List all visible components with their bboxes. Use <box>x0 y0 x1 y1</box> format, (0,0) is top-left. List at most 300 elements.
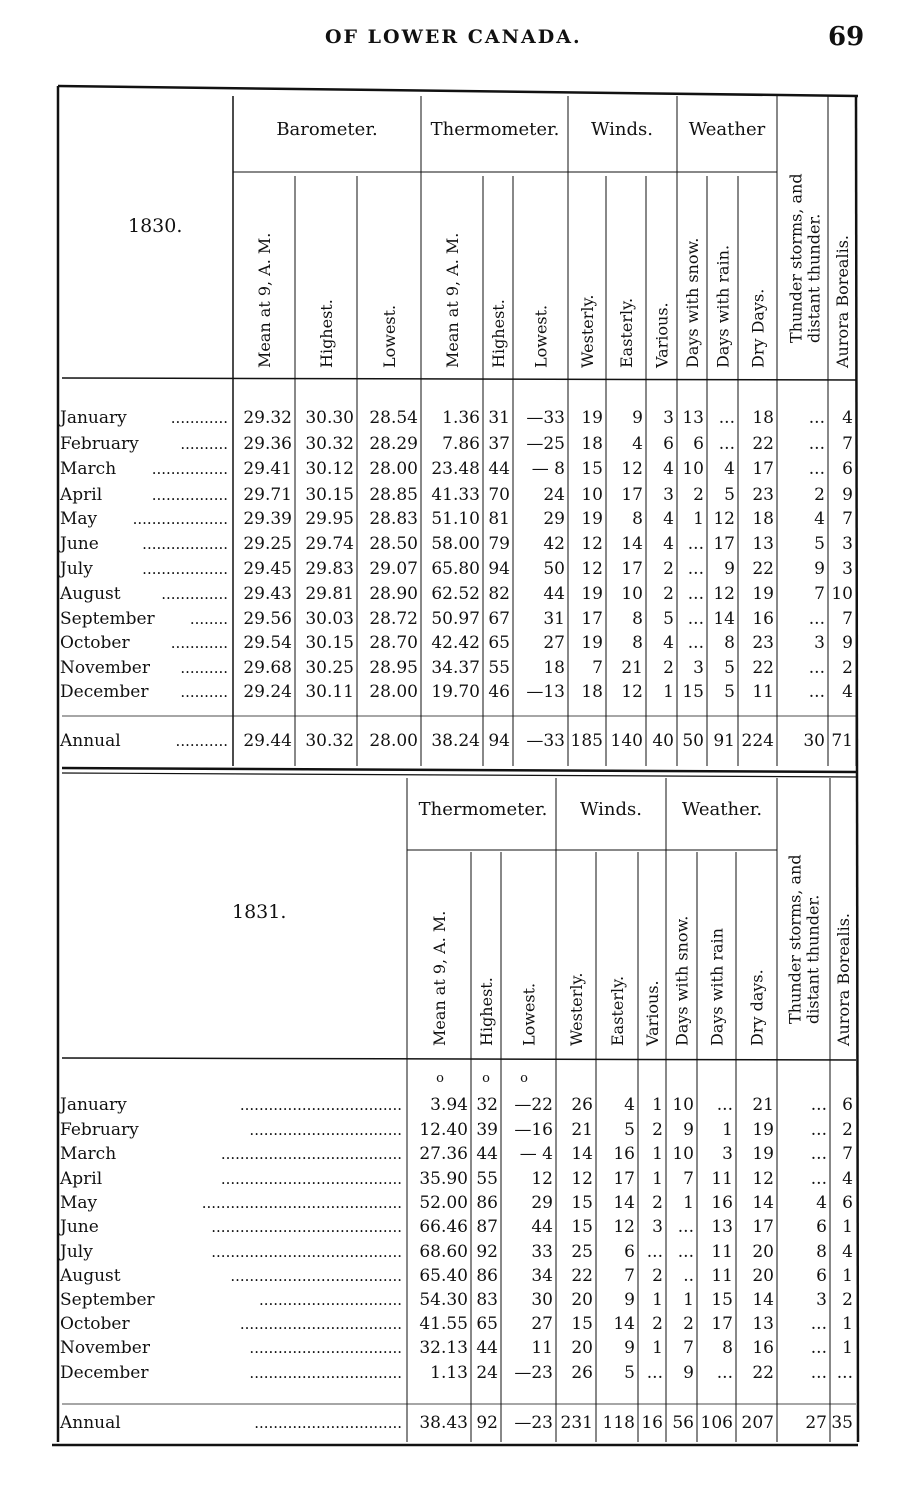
group-header-winds: Winds. <box>590 119 654 140</box>
table-cell: 33 <box>531 1242 553 1262</box>
table-cell: 3 <box>842 534 853 554</box>
table-row <box>60 682 853 702</box>
table-cell: 3 <box>693 658 704 678</box>
table-cell: 39 <box>476 1120 498 1140</box>
table-row <box>60 1338 853 1358</box>
table-cell: 34.37 <box>431 658 480 678</box>
leader-dots: ........ <box>189 610 228 628</box>
table-row <box>60 658 853 678</box>
table-cell: 21 <box>752 1095 774 1115</box>
table-cell: 3 <box>652 1217 663 1237</box>
table-row <box>59 1266 853 1286</box>
table-cell: 12 <box>621 459 643 479</box>
table-cell: 14 <box>621 534 643 554</box>
table-cell: 140 <box>610 731 643 751</box>
table-cell: 4 <box>842 408 853 428</box>
table-row <box>60 609 853 629</box>
table-cell: 20 <box>752 1242 774 1262</box>
table-cell: 1 <box>683 1290 694 1310</box>
table-cell: 11 <box>752 682 774 702</box>
table-cell: ... <box>646 1363 663 1383</box>
table-1830 <box>58 119 853 751</box>
table-cell: 12 <box>581 559 603 579</box>
column-header: Lowest. <box>519 982 539 1046</box>
table-cell: 7.86 <box>442 434 480 454</box>
table-cell: 13 <box>752 1314 774 1334</box>
table-cell: 12 <box>713 509 735 529</box>
table-cell: ... <box>810 1363 827 1383</box>
table-cell: 2 <box>663 658 674 678</box>
table-cell: 19 <box>752 584 774 604</box>
table-cell: 3 <box>814 633 825 653</box>
table-row <box>60 1290 853 1310</box>
table-cell: 17 <box>752 459 774 479</box>
table-cell: ... <box>716 1095 733 1115</box>
table-cell: 86 <box>476 1193 498 1213</box>
table-row <box>58 1217 853 1237</box>
table-cell: 12 <box>581 534 603 554</box>
table-cell: 17 <box>581 609 603 629</box>
table-row <box>60 459 853 479</box>
table-cell: ... <box>808 408 825 428</box>
table-cell: 1 <box>842 1217 853 1237</box>
leader-dots: ...................................... <box>220 1170 402 1188</box>
table-cell: 30.30 <box>305 408 354 428</box>
table-cell: 13 <box>752 534 774 554</box>
table-row <box>58 1095 853 1115</box>
leader-dots: .......... <box>180 659 228 677</box>
table-cell: 30.11 <box>305 682 354 702</box>
table-cell: 79 <box>488 534 510 554</box>
table-cell: 71 <box>831 731 853 751</box>
table-cell: 68.60 <box>419 1242 468 1262</box>
month-label: December <box>60 682 149 702</box>
leader-dots: .................. <box>142 535 228 553</box>
table-cell: 19 <box>581 584 603 604</box>
table-cell: 65.80 <box>431 559 480 579</box>
table-row <box>60 434 853 454</box>
leader-dots: ................................ <box>249 1364 402 1382</box>
table-cell: 37 <box>488 434 510 454</box>
table-cell: 65 <box>476 1314 498 1334</box>
table-cell: 9 <box>683 1363 694 1383</box>
table-cell: 91 <box>713 731 735 751</box>
table-cell: 15 <box>571 1314 593 1334</box>
month-label: July <box>60 1242 93 1262</box>
table-cell: 18 <box>543 658 565 678</box>
column-header: Mean at 9, A. M. <box>443 232 462 368</box>
table-cell: 12 <box>571 1169 593 1189</box>
table-cell: 42.42 <box>431 633 480 653</box>
month-label: August <box>60 584 121 604</box>
table-cell: 28.72 <box>369 609 418 629</box>
leader-dots: ............ <box>170 634 228 652</box>
table-1831 <box>58 799 853 1433</box>
table-cell: 30.03 <box>305 609 354 629</box>
table-row <box>60 509 853 529</box>
table-cell: 16 <box>613 1144 635 1164</box>
table-cell: 29.71 <box>243 485 292 505</box>
table-cell: 224 <box>741 731 774 751</box>
table-cell: 12 <box>752 1169 774 1189</box>
table-cell: 10 <box>682 459 704 479</box>
table-cell: 16 <box>641 1413 663 1433</box>
table-cell: 18 <box>581 434 603 454</box>
leader-dots: .................................. <box>239 1315 402 1333</box>
month-label: October <box>60 1314 130 1334</box>
table-cell: 28.50 <box>369 534 418 554</box>
table-cell: 17 <box>752 1217 774 1237</box>
table-row <box>58 1242 853 1262</box>
table-cell: 4 <box>663 633 674 653</box>
table-cell: 9 <box>632 408 643 428</box>
table-cell: 30.25 <box>305 658 354 678</box>
table-cell: 28.70 <box>369 633 418 653</box>
table-cell: 4 <box>814 509 825 529</box>
table-cell: 15 <box>711 1290 733 1310</box>
table-cell: ... <box>646 1242 663 1262</box>
table-cell: ... <box>687 633 704 653</box>
month-label: October <box>60 633 130 653</box>
table-cell: 65 <box>488 633 510 653</box>
table-cell: 14 <box>752 1290 774 1310</box>
leader-dots: .......... <box>180 683 228 701</box>
column-header: Easterly. <box>608 975 627 1046</box>
table-cell: 55 <box>476 1169 498 1189</box>
table-cell: 1 <box>652 1290 663 1310</box>
table-cell: 1 <box>652 1338 663 1358</box>
table-cell: 9 <box>814 559 825 579</box>
table-cell: ... <box>687 559 704 579</box>
table-cell: 27 <box>805 1413 827 1433</box>
table-cell: 17 <box>713 534 735 554</box>
table-cell: 15 <box>581 459 603 479</box>
table-cell: 16 <box>752 1338 774 1358</box>
rule-line <box>58 86 858 96</box>
column-header: Days with rain <box>707 928 727 1046</box>
month-label: November <box>60 1338 150 1358</box>
table-cell: 44 <box>531 1217 553 1237</box>
rule-line <box>62 768 858 772</box>
table-cell: 30.32 <box>305 731 354 751</box>
table-cell: 92 <box>476 1413 498 1433</box>
table-cell: 2 <box>663 584 674 604</box>
leader-dots: ............ <box>170 409 228 427</box>
table-cell: 11 <box>711 1169 733 1189</box>
table-cell: 7 <box>842 434 853 454</box>
table-cell: ... <box>716 1363 733 1383</box>
table-cell: .. <box>683 1266 694 1286</box>
table-cell: 4 <box>663 534 674 554</box>
month-label: February <box>60 434 139 454</box>
table-row <box>58 534 853 554</box>
table-cell: 31 <box>543 609 565 629</box>
table-cell: 27 <box>531 1314 553 1334</box>
table-cell: 4 <box>624 1095 635 1115</box>
table-cell: —33 <box>526 731 565 751</box>
table-cell: 1 <box>842 1338 853 1358</box>
table-cell: 4 <box>632 434 643 454</box>
table-cell: 26 <box>571 1095 593 1115</box>
table-cell: 19 <box>581 509 603 529</box>
table-cell: 29 <box>543 509 565 529</box>
rule-line <box>62 378 856 380</box>
table-cell: 32.13 <box>419 1338 468 1358</box>
table-cell: 7 <box>842 1144 853 1164</box>
annual-row <box>59 1413 853 1433</box>
group-header-weather: Weather <box>688 119 766 140</box>
table-cell: 28.85 <box>369 485 418 505</box>
table-row <box>59 485 853 505</box>
table-cell: 2 <box>842 1290 853 1310</box>
table-cell: 19.70 <box>431 682 480 702</box>
table-cell: 16 <box>752 609 774 629</box>
table-cell: —13 <box>526 682 565 702</box>
table-cell: 6 <box>816 1217 827 1237</box>
month-label: February <box>60 1120 139 1140</box>
table-cell: 22 <box>752 658 774 678</box>
table-cell: 4 <box>724 459 735 479</box>
table-cell: —23 <box>514 1413 553 1433</box>
table-cell: 94 <box>488 731 510 751</box>
running-title: OF LOWER CANADA. <box>325 26 582 48</box>
column-header: Lowest. <box>380 304 399 368</box>
table-cell: 29.74 <box>305 534 354 554</box>
table-cell: 29.36 <box>243 434 292 454</box>
table-cell: 118 <box>602 1413 635 1433</box>
table-row <box>58 559 853 579</box>
table-cell: ... <box>810 1095 827 1115</box>
leader-dots: .................................. <box>239 1096 402 1114</box>
table-cell: 231 <box>560 1413 593 1433</box>
column-header: Dry days. <box>747 969 767 1046</box>
table-cell: 38.43 <box>419 1413 468 1433</box>
column-header: Highest. <box>317 299 336 368</box>
table-cell: 34 <box>531 1266 553 1286</box>
leader-dots: ................................ <box>249 1121 402 1139</box>
table-cell: 30.32 <box>305 434 354 454</box>
table-row <box>59 1169 853 1189</box>
table-cell: 28.00 <box>369 459 418 479</box>
table-cell: 87 <box>476 1217 498 1237</box>
table-cell: 28.00 <box>369 731 418 751</box>
table-cell: 14 <box>752 1193 774 1213</box>
table-cell: 14 <box>613 1193 635 1213</box>
table-cell: ... <box>808 658 825 678</box>
table-cell: 29.54 <box>243 633 292 653</box>
column-header: Mean at 9, A. M. <box>255 232 274 368</box>
table-cell: 41.55 <box>419 1314 468 1334</box>
table-cell: 29.39 <box>243 509 292 529</box>
table-cell: 4 <box>663 509 674 529</box>
table-cell: 44 <box>488 459 510 479</box>
table-cell: 8 <box>632 509 643 529</box>
table-cell: ... <box>808 459 825 479</box>
table-cell: 29.83 <box>305 559 354 579</box>
table-cell: 25 <box>571 1242 593 1262</box>
table-cell: 42 <box>543 534 565 554</box>
page-number: 69 <box>828 22 865 52</box>
month-label: January <box>60 408 127 428</box>
leader-dots: ........... <box>175 732 228 750</box>
column-header: Aurora Borealis. <box>833 235 852 368</box>
group-header-winds: Winds. <box>579 799 643 820</box>
table-cell: 9 <box>842 633 853 653</box>
table-cell: 14 <box>571 1144 593 1164</box>
table-cell: 10 <box>581 485 603 505</box>
table-cell: 23.48 <box>431 459 480 479</box>
month-label: September <box>60 609 155 629</box>
table-cell: 8 <box>632 633 643 653</box>
table-cell: 50.97 <box>431 609 480 629</box>
column-header-cont: distant thunder. <box>804 213 824 343</box>
column-header: Days with snow. <box>672 915 692 1046</box>
table-cell: 20 <box>752 1266 774 1286</box>
table-cell: 28.29 <box>369 434 418 454</box>
table-cell: 2 <box>842 658 853 678</box>
table-cell: 31 <box>488 408 510 428</box>
table-cell: 2 <box>683 1314 694 1334</box>
table-cell: 12 <box>531 1169 553 1189</box>
table-row <box>60 1314 853 1334</box>
table-cell: ... <box>687 609 704 629</box>
table-cell: 6 <box>693 434 704 454</box>
table-cell: 67 <box>488 609 510 629</box>
table-cell: ... <box>810 1169 827 1189</box>
table-cell: 2 <box>652 1193 663 1213</box>
year-1831: 1831. <box>232 901 287 923</box>
table-cell: ... <box>810 1120 827 1140</box>
table-cell: 7 <box>814 584 825 604</box>
column-header: Thunder storms, and <box>786 173 806 343</box>
table-cell: 7 <box>842 509 853 529</box>
table-cell: ... <box>810 1338 827 1358</box>
table-cell: 5 <box>814 534 825 554</box>
group-header-thermometer: Thermometer. <box>418 799 548 820</box>
table-cell: 10 <box>831 584 853 604</box>
table-row <box>58 408 853 428</box>
table-cell: 9 <box>683 1120 694 1140</box>
table-cell: 15 <box>571 1217 593 1237</box>
rule-line <box>62 1058 856 1060</box>
table-row <box>60 1193 853 1213</box>
table-cell: 14 <box>613 1314 635 1334</box>
table-cell: 28.90 <box>369 584 418 604</box>
table-cell: 6 <box>842 1095 853 1115</box>
table-cell: 17 <box>613 1169 635 1189</box>
table-cell: 10 <box>672 1095 694 1115</box>
table-cell: 7 <box>683 1169 694 1189</box>
table-cell: —23 <box>514 1363 553 1383</box>
table-cell: 56 <box>672 1413 694 1433</box>
table-cell: 6 <box>663 434 674 454</box>
column-header: Thunder storms, and <box>785 854 805 1024</box>
table-cell: 92 <box>476 1242 498 1262</box>
table-cell: 26 <box>571 1363 593 1383</box>
table-cell: 29.07 <box>369 559 418 579</box>
table-cell: 1 <box>693 509 704 529</box>
table-cell: 30.15 <box>305 633 354 653</box>
month-label: September <box>60 1290 155 1310</box>
table-cell: 24 <box>543 485 565 505</box>
column-header: Easterly. <box>617 297 636 368</box>
table-cell: 29.68 <box>243 658 292 678</box>
table-cell: ... <box>677 1217 694 1237</box>
table-cell: 35.90 <box>419 1169 468 1189</box>
table-cell: ... <box>718 434 735 454</box>
table-cell: 29.56 <box>243 609 292 629</box>
table-cell: 3 <box>663 485 674 505</box>
table-cell: 5 <box>724 658 735 678</box>
table-cell: 29 <box>531 1193 553 1213</box>
table-cell: 1 <box>652 1169 663 1189</box>
table-cell: 17 <box>711 1314 733 1334</box>
table-cell: 12 <box>621 682 643 702</box>
month-label: March <box>60 459 117 479</box>
table-cell: ... <box>687 584 704 604</box>
degree-mark: o <box>482 1071 490 1086</box>
degree-mark: o <box>520 1071 528 1086</box>
table-cell: 4 <box>842 1242 853 1262</box>
table-cell: 19 <box>752 1144 774 1164</box>
month-label: May <box>60 1193 98 1213</box>
month-label: August <box>60 1266 121 1286</box>
month-label: April <box>60 1169 103 1189</box>
leader-dots: ........................................ <box>211 1218 402 1236</box>
leader-dots: ...................................... <box>220 1145 402 1163</box>
table-cell: —16 <box>514 1120 553 1140</box>
table-cell: 81 <box>488 509 510 529</box>
table-cell: 5 <box>724 682 735 702</box>
table-cell: 1 <box>722 1120 733 1140</box>
table-cell: 28.95 <box>369 658 418 678</box>
group-header-barometer: Barometer. <box>276 119 378 140</box>
column-header: Westerly. <box>567 972 586 1046</box>
table-cell: 30.15 <box>305 485 354 505</box>
table-cell: 22 <box>752 1363 774 1383</box>
table-cell: 54.30 <box>419 1290 468 1310</box>
table-cell: 17 <box>621 485 643 505</box>
table-cell: 29.43 <box>243 584 292 604</box>
table-cell: 28.83 <box>369 509 418 529</box>
table-cell: 2 <box>652 1120 663 1140</box>
month-label: December <box>60 1363 149 1383</box>
table-cell: 9 <box>624 1290 635 1310</box>
table-cell: 5 <box>624 1120 635 1140</box>
table-cell: 11 <box>531 1338 553 1358</box>
table-cell: 29.25 <box>243 534 292 554</box>
table-cell: 29.44 <box>243 731 292 751</box>
table-cell: 9 <box>624 1338 635 1358</box>
table-cell: 21 <box>571 1120 593 1140</box>
table-cell: 8 <box>724 633 735 653</box>
table-cell: — 8 <box>531 459 565 479</box>
table-cell: ... <box>808 682 825 702</box>
table-cell: 29.45 <box>243 559 292 579</box>
column-header: Highest. <box>477 977 496 1046</box>
table-cell: 30 <box>531 1290 553 1310</box>
table-cell: 22 <box>752 559 774 579</box>
table-cell: 7 <box>683 1338 694 1358</box>
table-cell: 5 <box>624 1363 635 1383</box>
column-header: Dry Days. <box>748 288 768 368</box>
table-cell: 185 <box>570 731 603 751</box>
table-cell: ... <box>810 1144 827 1164</box>
table-cell: 8 <box>816 1242 827 1262</box>
table-cell: 21 <box>621 658 643 678</box>
table-cell: 28.54 <box>369 408 418 428</box>
table-cell: 19 <box>581 408 603 428</box>
